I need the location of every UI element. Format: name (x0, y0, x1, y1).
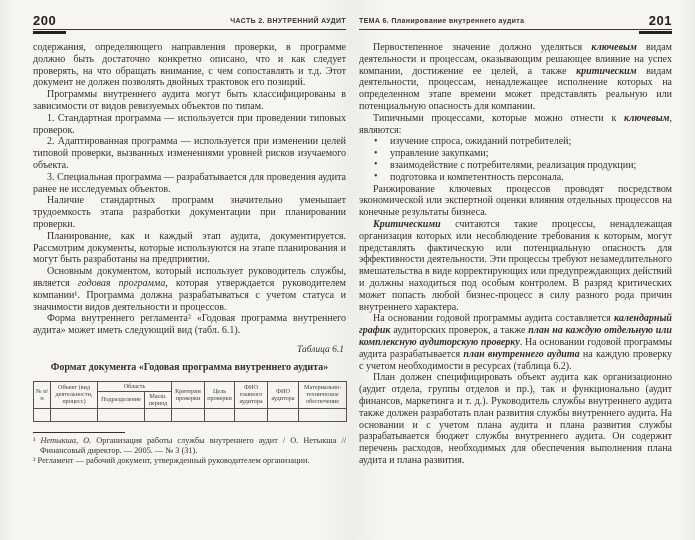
col-header-num: № п/п (34, 381, 51, 408)
bullet-item: • подготовка и компетентность персонала. (374, 171, 564, 183)
paragraph: 1. Стандартная программа — используется при проведении типовых проверок. (33, 112, 346, 136)
left-page-header (33, 13, 346, 28)
bullet-icon: • (374, 147, 378, 159)
col-header-subdivision: Подразделение (98, 391, 145, 408)
col-header-area: Область (98, 381, 172, 391)
paragraph: содержания, определяющего направления проверки, в программе должно быть достаточно конкретно описано, что и как следует проверять, на что обращать внимание, с чем сопоставлять и т.д. Этот документ не должен позволять двойных трактовок его позиций. (33, 42, 346, 89)
paragraph: Форма внутреннего регламента² «Годовая программа внутреннего аудита» может иметь следующий вид (табл. 6.1). (33, 313, 346, 337)
right-page (359, 13, 672, 467)
paragraph: 3. Специальная программа — разрабатывается для проведения аудита ранее не исследуемых объектов. (33, 171, 346, 195)
col-header-goal: Цель проверки (205, 381, 235, 408)
body-text (359, 42, 672, 467)
col-header-object: Объект (вид деятельности, процесс) (51, 381, 98, 408)
paragraph: 2. Адаптированная программа — используется при изменении целей типовой проверки, вызванных изменениями уровней рисков изучаемого объекта. (33, 136, 346, 171)
paragraph: ² Регламент — рабочий документ, утвержденный руководителем организации. (33, 455, 310, 465)
left-page (33, 13, 346, 465)
paragraph: На основании годовой программы аудита составляется календарный график аудиторских проверок, а также план на каждую отдельную или комплексную аудиторскую проверку. На основании годовой программы аудита разрабатывается план внутреннего аудита на каждую проверку с учетом необходимости в ресурсах (таблица 6.2). (359, 313, 672, 372)
col-header-chief-auditor: ФИО главного аудитора (235, 381, 268, 408)
header-rule (33, 29, 346, 35)
header-rule-block (639, 31, 672, 35)
paragraph: Программы внутреннего аудита могут быть классифицированы в зависимости от видов ревизуемых объектов по типам. (33, 89, 346, 112)
bullet-item: • управление закупками; (374, 147, 489, 160)
paragraph: Первостепенное значение должно уделяться ключевым видам деятельности и процессам, оказывающим решающее влияние на успех компании, достижение ее целей, а также критическим видам деятельности, процессам, ненадлежащее исполнение которых на определенном этапе времени может представлять реальную или потенциальную опасность для компании. (359, 42, 672, 112)
col-header-auditor: ФИО аудитора (268, 381, 299, 408)
bullet-icon: • (374, 135, 378, 147)
paragraph: План должен специфицировать объект аудита как организационно (аудит отдела, группы отделов и пр.), так и функционально (аудит финансов, маркетинга и т. д.). Руководитель службы внутреннего аудита также должен разработать план развития службы внутреннего аудита. На основании и с учетом плана аудита и плана развития службы разрабатывается бюджет службы внутреннего аудита. Он содержит перечень расходов, необходимых для обеспечения выполнения плана аудита и плана развития. (359, 372, 672, 466)
col-header-logistics: Материально-техническое обеспечение (299, 381, 347, 408)
page-number: 201 (648, 13, 672, 28)
paragraph: Критическими считаются такие процессы, ненадлежащая организация которых или несоблюдение требования к которым, могут представлять фактическую или потенциальную опасность для эффективности деятельности. Эти процессы требуют незамедлительного вмешательства в виде корректирующих или предупреждающих действий и должны находиться под особым контролем. В разряд критических может попасть любой бизнес-процесс в силу разного рода причин внутреннего характера. (359, 218, 672, 313)
table-title: Формат документа «Годовая программа внутреннего аудита» (50, 361, 329, 373)
col-header-scale: Масш. период (145, 391, 172, 408)
paragraph: Ранжирование ключевых процессов проводят посредством экономической или экспертной оценки влияния отдельных процессов на конечные результаты бизнеса. (359, 183, 672, 219)
bullet-icon: • (374, 159, 378, 171)
running-head: ТЕМА 6. Планирование внутреннего аудита (359, 18, 525, 25)
bullet-item: • изучение спроса, ожиданий потребителей; (374, 135, 572, 148)
audit-program-table (33, 381, 347, 422)
footnotes (33, 436, 346, 465)
table-row (34, 408, 347, 421)
header-rule (359, 29, 672, 35)
col-header-criteria: Критерии проверки (172, 381, 205, 408)
page-number: 200 (33, 13, 57, 28)
table-caption: Таблица 6.1 (297, 344, 344, 355)
paragraph: ¹ Нетыкша, О. Организация работы службы внутреннего аудит / О. Нетыкша // Финансовый директор. — 2005. — № 3 (31). (33, 435, 347, 455)
paragraph: Наличие стандартных программ значительно уменьшает трудоемкость этапа разработки документации при планировании проверки. (33, 195, 346, 230)
header-rule-block (33, 31, 66, 35)
running-head: ЧАСТЬ 2. ВНУТРЕННИЙ АУДИТ (230, 18, 346, 25)
body-text (33, 42, 346, 337)
bullet-item: • взаимодействие с потребителями, реализация продукции; (374, 159, 637, 171)
paragraph: Основным документом, который использует руководитель службы, является годовая программа, которая утверждается руководителем компании¹. Программа должна разрабатываться с учетом статуса и значимости видов деятельности и процессов. (33, 266, 347, 313)
footnote-divider (33, 432, 125, 433)
bullet-icon: • (374, 171, 378, 183)
right-page-header (359, 13, 672, 28)
paragraph: Типичными процессами, которые можно отнести к ключевым, являются: (359, 112, 672, 136)
paragraph: Планирование, как и каждый этап аудита, документируется. Рассмотрим документы, которые используются на этапе планирования и могут быть разработаны на предприятии. (33, 230, 346, 266)
